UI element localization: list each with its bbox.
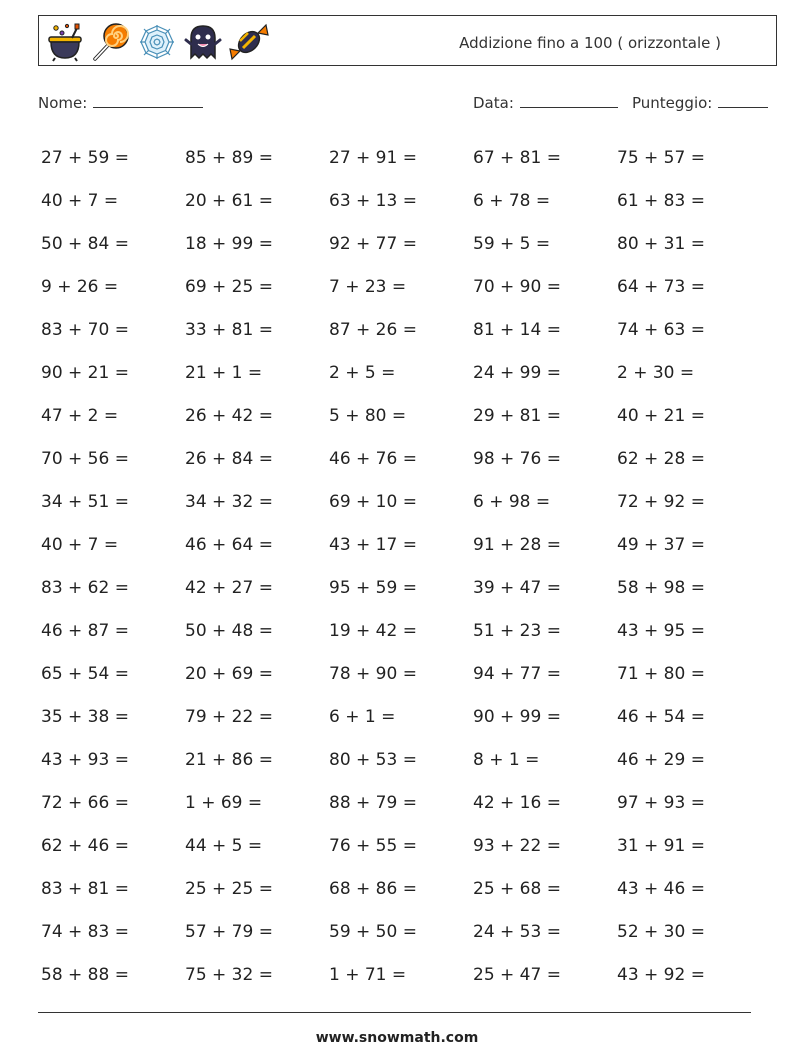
problem-item: 78 + 90 =: [329, 663, 417, 684]
problem-item: 98 + 76 =: [473, 448, 561, 469]
problem-item: 43 + 92 =: [617, 964, 705, 985]
problem-row: [41, 480, 761, 523]
icon-strip: [45, 22, 269, 62]
problem-item: 20 + 69 =: [185, 663, 273, 684]
problem-item: 80 + 53 =: [329, 749, 417, 770]
problem-item: 1 + 71 =: [329, 964, 407, 985]
problem-item: 46 + 29 =: [617, 749, 705, 770]
problem-row: [41, 394, 761, 437]
problem-item: 46 + 76 =: [329, 448, 417, 469]
problem-item: 59 + 50 =: [329, 921, 417, 942]
problem-item: 42 + 27 =: [185, 577, 273, 598]
problem-item: 25 + 25 =: [185, 878, 273, 899]
problem-item: 29 + 81 =: [473, 405, 561, 426]
score-blank[interactable]: [718, 93, 768, 108]
problem-item: 50 + 84 =: [41, 233, 129, 254]
problem-item: 46 + 87 =: [41, 620, 129, 641]
problem-item: 95 + 59 =: [329, 577, 417, 598]
problem-item: 43 + 17 =: [329, 534, 417, 555]
problem-item: 18 + 99 =: [185, 233, 273, 254]
problem-item: 24 + 53 =: [473, 921, 561, 942]
problem-row: [41, 222, 761, 265]
problem-item: 6 + 78 =: [473, 190, 551, 211]
problem-item: 35 + 38 =: [41, 706, 129, 727]
date-field[interactable]: [473, 93, 618, 112]
problem-item: 80 + 31 =: [617, 233, 705, 254]
problem-row: [41, 351, 761, 394]
problem-item: 20 + 61 =: [185, 190, 273, 211]
problem-row: [41, 695, 761, 738]
problem-item: 58 + 98 =: [617, 577, 705, 598]
problem-item: 72 + 66 =: [41, 792, 129, 813]
problem-row: [41, 781, 761, 824]
problem-item: 83 + 62 =: [41, 577, 129, 598]
problem-item: 46 + 64 =: [185, 534, 273, 555]
problem-item: 25 + 47 =: [473, 964, 561, 985]
candy-icon: [229, 22, 269, 62]
problem-item: 75 + 32 =: [185, 964, 273, 985]
lollipop-icon: [91, 22, 131, 62]
problem-item: 74 + 63 =: [617, 319, 705, 340]
ghost-icon: [183, 22, 223, 62]
problem-item: 2 + 5 =: [329, 362, 396, 383]
problem-row: [41, 523, 761, 566]
problem-item: 47 + 2 =: [41, 405, 119, 426]
problem-item: 65 + 54 =: [41, 663, 129, 684]
problem-item: 33 + 81 =: [185, 319, 273, 340]
problem-item: 57 + 79 =: [185, 921, 273, 942]
problem-item: 43 + 46 =: [617, 878, 705, 899]
cauldron-icon: [45, 22, 85, 62]
problem-row: [41, 437, 761, 480]
problem-item: 7 + 23 =: [329, 276, 407, 297]
problem-item: 87 + 26 =: [329, 319, 417, 340]
problem-item: 2 + 30 =: [617, 362, 695, 383]
problem-item: 92 + 77 =: [329, 233, 417, 254]
problem-item: 69 + 25 =: [185, 276, 273, 297]
footer-url: www.snowmath.com: [315, 1030, 479, 1046]
problem-row: [41, 308, 761, 351]
problem-item: 24 + 99 =: [473, 362, 561, 383]
problem-item: 27 + 91 =: [329, 147, 417, 168]
problem-item: 70 + 56 =: [41, 448, 129, 469]
problem-item: 79 + 22 =: [185, 706, 273, 727]
problem-item: 90 + 99 =: [473, 706, 561, 727]
problem-item: 9 + 26 =: [41, 276, 119, 297]
problem-row: [41, 179, 761, 222]
problem-item: 75 + 57 =: [617, 147, 705, 168]
problem-item: 43 + 93 =: [41, 749, 129, 770]
footer-divider: [38, 1012, 751, 1013]
problem-item: 83 + 70 =: [41, 319, 129, 340]
problem-item: 43 + 95 =: [617, 620, 705, 641]
problem-row: [41, 566, 761, 609]
name-blank[interactable]: [93, 93, 203, 108]
problem-item: 74 + 83 =: [41, 921, 129, 942]
problem-row: [41, 824, 761, 867]
problem-item: 76 + 55 =: [329, 835, 417, 856]
problem-item: 63 + 13 =: [329, 190, 417, 211]
problem-item: 34 + 51 =: [41, 491, 129, 512]
problem-item: 31 + 91 =: [617, 835, 705, 856]
problem-item: 70 + 90 =: [473, 276, 561, 297]
problem-item: 26 + 42 =: [185, 405, 273, 426]
problem-item: 64 + 73 =: [617, 276, 705, 297]
problem-item: 1 + 69 =: [185, 792, 263, 813]
problem-row: [41, 609, 761, 652]
problem-item: 8 + 1 =: [473, 749, 540, 770]
problem-item: 46 + 54 =: [617, 706, 705, 727]
problem-item: 40 + 7 =: [41, 534, 119, 555]
problem-item: 6 + 98 =: [473, 491, 551, 512]
problem-item: 21 + 86 =: [185, 749, 273, 770]
problem-row: [41, 953, 761, 996]
date-blank[interactable]: [520, 93, 618, 108]
problem-item: 40 + 21 =: [617, 405, 705, 426]
problem-item: 19 + 42 =: [329, 620, 417, 641]
spiderweb-icon: [137, 22, 177, 62]
score-field[interactable]: [632, 93, 768, 112]
problem-item: 5 + 80 =: [329, 405, 407, 426]
problem-row: [41, 910, 761, 953]
problem-item: 69 + 10 =: [329, 491, 417, 512]
date-label: Data:: [473, 94, 514, 112]
problem-item: 39 + 47 =: [473, 577, 561, 598]
problem-item: 90 + 21 =: [41, 362, 129, 383]
problem-item: 72 + 92 =: [617, 491, 705, 512]
problem-row: [41, 652, 761, 695]
worksheet-header: [38, 15, 777, 66]
problem-row: [41, 867, 761, 910]
problem-item: 93 + 22 =: [473, 835, 561, 856]
problem-item: 21 + 1 =: [185, 362, 263, 383]
problem-item: 44 + 5 =: [185, 835, 263, 856]
problem-item: 68 + 86 =: [329, 878, 417, 899]
problem-item: 88 + 79 =: [329, 792, 417, 813]
problem-grid: [41, 136, 761, 996]
problem-item: 59 + 5 =: [473, 233, 551, 254]
worksheet-title: Addizione fino a 100 ( orizzontale ): [459, 34, 721, 52]
problem-item: 83 + 81 =: [41, 878, 129, 899]
problem-item: 62 + 46 =: [41, 835, 129, 856]
problem-item: 85 + 89 =: [185, 147, 273, 168]
problem-item: 51 + 23 =: [473, 620, 561, 641]
problem-item: 6 + 1 =: [329, 706, 396, 727]
problem-row: [41, 738, 761, 781]
name-field[interactable]: [38, 93, 203, 112]
problem-item: 40 + 7 =: [41, 190, 119, 211]
problem-row: [41, 265, 761, 308]
problem-item: 67 + 81 =: [473, 147, 561, 168]
problem-item: 34 + 32 =: [185, 491, 273, 512]
problem-item: 71 + 80 =: [617, 663, 705, 684]
problem-item: 81 + 14 =: [473, 319, 561, 340]
problem-item: 91 + 28 =: [473, 534, 561, 555]
problem-item: 42 + 16 =: [473, 792, 561, 813]
problem-item: 58 + 88 =: [41, 964, 129, 985]
name-label: Nome:: [38, 94, 88, 112]
problem-row: [41, 136, 761, 179]
problem-item: 61 + 83 =: [617, 190, 705, 211]
problem-item: 94 + 77 =: [473, 663, 561, 684]
problem-item: 26 + 84 =: [185, 448, 273, 469]
problem-item: 49 + 37 =: [617, 534, 705, 555]
score-label: Punteggio:: [632, 94, 713, 112]
problem-item: 27 + 59 =: [41, 147, 129, 168]
problem-item: 62 + 28 =: [617, 448, 705, 469]
problem-item: 97 + 93 =: [617, 792, 705, 813]
problem-item: 52 + 30 =: [617, 921, 705, 942]
problem-item: 25 + 68 =: [473, 878, 561, 899]
problem-item: 50 + 48 =: [185, 620, 273, 641]
